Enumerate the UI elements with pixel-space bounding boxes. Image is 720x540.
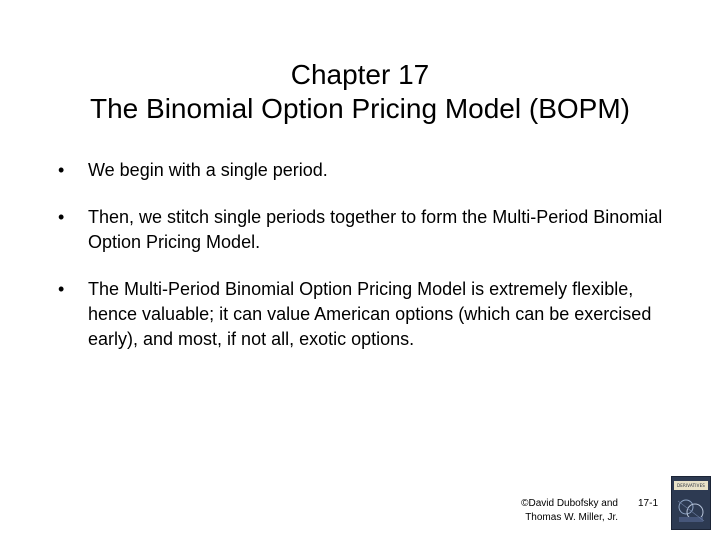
bullet-list — [58, 158, 678, 374]
slide-title-line-1: Chapter 17 — [290, 59, 430, 90]
bullet-text: The Multi-Period Binomial Option Pricing Model is extremely flexible, hence valuable; it can value American options (which can be exercised early), and most, if not all, exotic options. — [88, 279, 652, 349]
bullet-marker: • — [58, 279, 65, 299]
book-cover-image — [671, 476, 711, 530]
slide-title — [0, 58, 720, 126]
bullet-marker: • — [58, 160, 65, 180]
bullet-text: Then, we stitch single periods together to form the Multi-Period Binomial Option Pricing Model. — [88, 207, 663, 252]
footer — [500, 497, 660, 525]
book-cover-art — [676, 495, 706, 525]
bullet-item — [58, 277, 678, 352]
bullet-marker: • — [58, 207, 65, 227]
slide-title-line-2: The Binomial Option Pricing Model (BOPM) — [90, 93, 630, 124]
bullet-item — [58, 205, 678, 255]
book-cover-title: DERIVATIVES — [674, 481, 708, 490]
footer-credit-line-2: Thomas W. Miller, Jr. — [525, 512, 618, 523]
page-number: 17-1 — [637, 498, 658, 509]
footer-credit-line-1: ©David Dubofsky and — [521, 498, 618, 509]
bullet-text: We begin with a single period. — [88, 160, 328, 180]
bullet-item — [58, 158, 678, 183]
